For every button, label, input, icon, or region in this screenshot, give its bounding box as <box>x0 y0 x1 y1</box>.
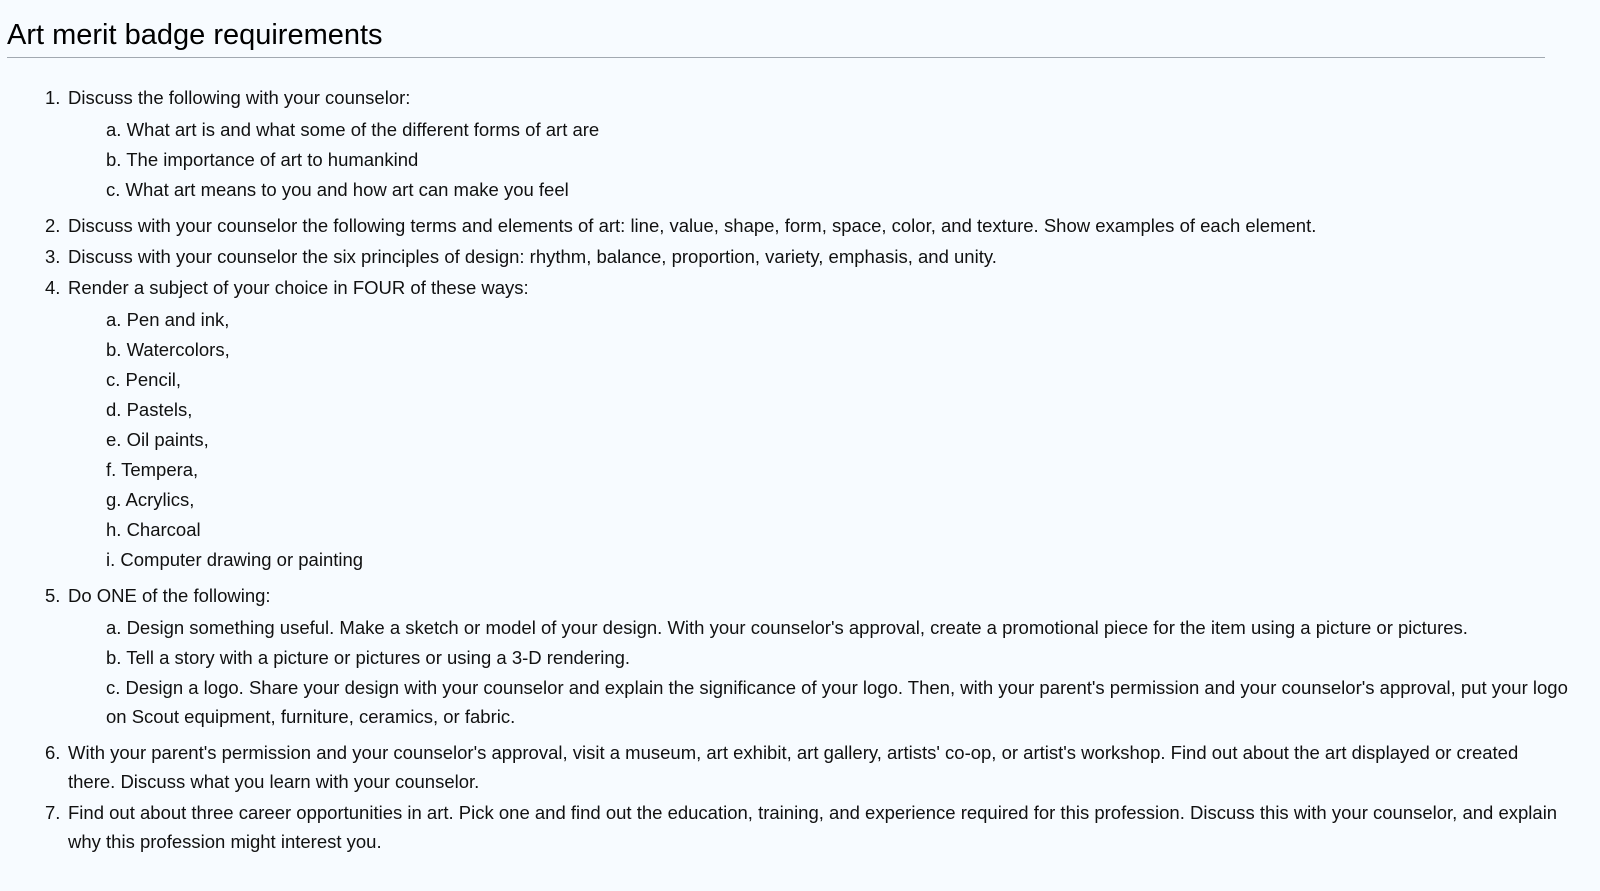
requirement-item <box>45 581 1568 731</box>
sub-requirement-item: a. Design something useful. Make a sketch or model of your design. With your counselor's approval, create a promotional piece for the item using a picture or pictures. <box>106 617 1468 638</box>
sub-requirement-item: b. The importance of art to humankind <box>106 149 419 170</box>
sub-requirement-item: b. Tell a story with a picture or pictures or using a 3-D rendering. <box>106 647 631 668</box>
sub-requirement-item: i. Computer drawing or painting <box>106 549 364 570</box>
requirement-item <box>45 273 1568 574</box>
sub-requirement-item: f. Tempera, <box>106 459 199 480</box>
sub-requirement-item: a. What art is and what some of the different forms of art are <box>106 119 600 140</box>
sub-requirements-list <box>68 613 1568 731</box>
requirement-text: Find out about three career opportunities in art. Pick one and find out the education, training, and experience required for this profession. Discuss this with your counselor, and explain why this profession might interest you. <box>68 802 1558 852</box>
requirement-number: 7. <box>45 802 61 823</box>
sub-requirement-item: d. Pastels, <box>106 399 193 420</box>
requirement-number: 4. <box>45 277 61 298</box>
requirement-text: Do ONE of the following: <box>68 585 271 606</box>
requirement-text: Discuss with your counselor the following terms and elements of art: line, value, shape, form, space, color, and texture. Show examples of each element. <box>68 215 1317 236</box>
sub-requirement-item: a. Pen and ink, <box>106 309 230 330</box>
requirement-item <box>45 211 1568 240</box>
requirement-item <box>45 242 1568 271</box>
requirements-list <box>0 83 1568 858</box>
requirement-number: 5. <box>45 585 61 606</box>
requirement-number: 2. <box>45 215 61 236</box>
requirement-text: Discuss with your counselor the six principles of design: rhythm, balance, proportion, variety, emphasis, and unity. <box>68 246 997 267</box>
sub-requirements-list <box>68 305 1568 574</box>
sub-requirement-item: g. Acrylics, <box>106 489 195 510</box>
requirement-number: 6. <box>45 742 61 763</box>
sub-requirement-item: e. Oil paints, <box>106 429 209 450</box>
sub-requirement-item: h. Charcoal <box>106 519 201 540</box>
requirement-text: Discuss the following with your counselor: <box>68 87 411 108</box>
sub-requirements-list <box>68 115 1568 204</box>
sub-requirement-item: c. Design a logo. Share your design with your counselor and explain the significance of your logo. Then, with your parent's permission and your counselor's approval, put your logo on Scout equipment, furniture, ceramics, or fabric. <box>106 677 1568 727</box>
sub-requirement-item: c. Pencil, <box>106 369 182 390</box>
requirement-text: With your parent's permission and your counselor's approval, visit a museum, art exhibit, art gallery, artists' co-op, or artist's workshop. Find out about the art displayed or created there. Discuss what you learn with your counselor. <box>68 742 1519 792</box>
requirement-item <box>45 83 1568 204</box>
sub-requirement-item: b. Watercolors, <box>106 339 230 360</box>
requirement-number: 1. <box>45 87 61 108</box>
sub-requirement-item: c. What art means to you and how art can make you feel <box>106 179 569 200</box>
requirement-text: Render a subject of your choice in FOUR of these ways: <box>68 277 529 298</box>
requirement-item <box>45 798 1568 856</box>
heading-divider <box>7 57 1545 58</box>
requirement-number: 3. <box>45 246 61 267</box>
requirement-item <box>45 738 1568 796</box>
page-title: Art merit badge requirements <box>7 19 383 51</box>
